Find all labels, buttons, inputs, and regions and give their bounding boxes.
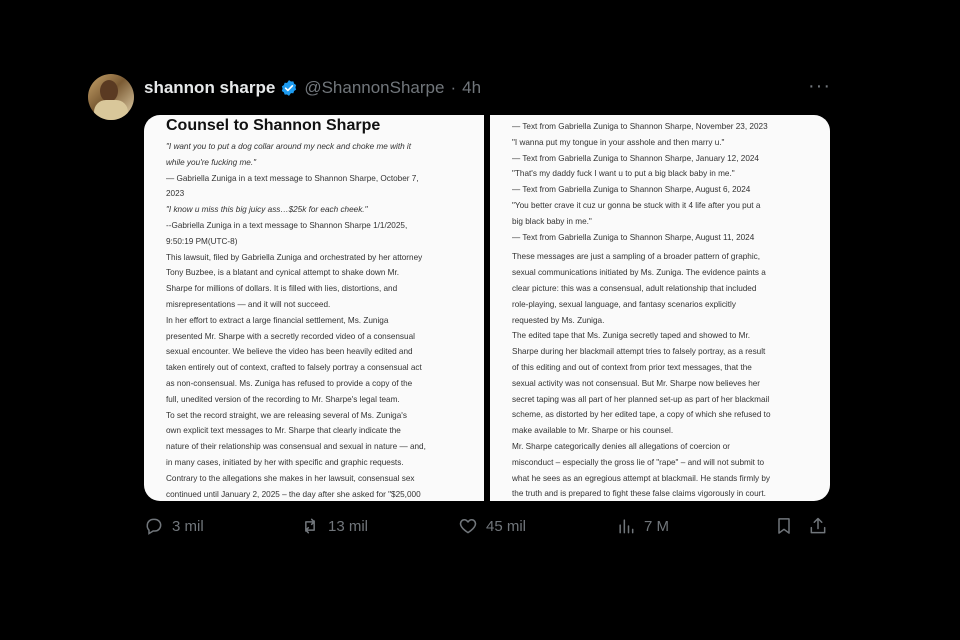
left-page-text xyxy=(144,139,484,501)
verified-badge-icon xyxy=(280,79,298,97)
views-icon xyxy=(616,516,636,536)
reply-icon xyxy=(144,516,164,536)
document-paragraph: "I want you to put a dog collar around my neck and choke me with it while you're fucking me." xyxy=(166,142,412,167)
views-button[interactable] xyxy=(616,516,669,536)
more-options-icon[interactable]: ··· xyxy=(808,75,831,97)
like-button[interactable] xyxy=(458,516,526,536)
repost-icon xyxy=(300,516,320,536)
bookmark-icon xyxy=(774,516,794,536)
document-paragraph: --Gabriella Zuniga in a text message to Shannon Sharpe 1/1/2025, 9:50:19 PM(UTC-8) xyxy=(166,220,408,246)
tweet-media[interactable] xyxy=(144,115,830,501)
author-name[interactable]: shannon sharpe xyxy=(144,78,276,97)
reply-count: 3 mil xyxy=(172,517,204,535)
document-title: Counsel to Shannon Sharpe xyxy=(166,117,381,134)
share-button[interactable] xyxy=(808,516,836,536)
document-paragraph: To set the record straight, we are releasing several of Ms. Zuniga's own explicit text messages to Mr. Sharpe that clearly indicate the nature of their relationship was consensual and sexual in nature — and, in many cases, initiated by her with specific and graphic requests. Contrary to the allegations she makes in her lawsuit, consensual sex continued until January 2, 2025 – the day after she asked for "$25,000 xyxy=(166,410,426,499)
reply-button[interactable] xyxy=(144,516,204,536)
tweet-header xyxy=(144,77,481,99)
document-page-right xyxy=(490,115,830,501)
avatar-body xyxy=(94,100,128,120)
author-avatar[interactable] xyxy=(88,74,134,120)
avatar-head xyxy=(100,80,118,102)
author-handle[interactable]: @ShannonSharpe xyxy=(304,78,445,97)
bookmark-button[interactable] xyxy=(774,516,802,536)
tweet-time[interactable]: 4h xyxy=(462,78,482,97)
document-paragraph: — Text from Gabriella Zuniga to Shannon Sharpe, November 23, 2023 "I wanna put my tongue in your asshole and then marry u." — Text from Gabriella Zuniga to Shannon Sharpe, January 12, 2024 "That's my daddy fuck I want u to put a big black baby in me." — Text from Gabriella Zuniga to Shannon Sharpe, August 6, 2024 "You better crave it cuz ur gonna be stuck with it 4 life after you put a big black baby in me." — Text from Gabriella Zuniga to Shannon Sharpe, August 11, 2024 xyxy=(512,122,768,242)
document-paragraph: In her effort to extract a large financial settlement, Ms. Zuniga presented Mr. Sharpe with a secretly recorded video of a consensual sexual encounter. We believe the video has been heavily edited and taken entirely out of context, crafted to falsely portray a consensual act as non-consensual. Ms. Zuniga has refused to provide a copy of the full, unedited version of the recording to Mr. Sharpe's legal team. xyxy=(166,315,422,404)
share-icon xyxy=(808,516,828,536)
right-page-text xyxy=(490,119,830,501)
document-page-left xyxy=(144,115,484,501)
document-paragraph: "I know u miss this big juicy ass…$25k for each cheek." xyxy=(166,205,368,215)
heart-icon xyxy=(458,516,478,536)
separator-dot: · xyxy=(450,78,457,97)
tweet-actions xyxy=(144,516,830,540)
like-count: 45 mil xyxy=(486,517,527,535)
document-paragraph: This lawsuit, filed by Gabriella Zuniga and orchestrated by her attorney Tony Buzbee, is a blatant and cynical attempt to shake down Mr. Sharpe for millions of dollars. It is filled with lies, distortions, and misrepresentations — and it will not succeed. xyxy=(166,252,423,309)
views-count: 7 M xyxy=(644,517,670,535)
repost-count: 13 mil xyxy=(328,517,369,535)
document-paragraph: — Gabriella Zuniga in a text message to Shannon Sharpe, October 7, 2023 xyxy=(166,173,419,199)
document-paragraph: These messages are just a sampling of a broader pattern of graphic, sexual communications initiated by Ms. Zuniga. The evidence paints a clear picture: this was a consensual, adult relationship that included role-playing, sexual language, and fantasy scenarios explicitly requested by Ms. Zuniga. The edited tape that Ms. Zuniga secretly taped and showed to Mr. Sharpe during her blackmail attempt tries to falsely portray, as a result of this editing and out of context from prior text messages, that the sexual activity was not consensual. But Mr. Sharpe now believes her secret taping was all part of her planned set-up as part of her blackmail scheme, as distorted by her edited tape, a copy of which she refused to make available to Mr. Sharpe or his counsel. Mr. Sharpe categorically denies all allegations of coercion or misconduct – especially the gross lie of "rape" – and will not submit to what he sees as an egregious attempt at blackmail. He stands firmly by the truth and is prepared to fight these false claims vigorously in court. xyxy=(512,252,771,499)
repost-button[interactable] xyxy=(300,516,368,536)
